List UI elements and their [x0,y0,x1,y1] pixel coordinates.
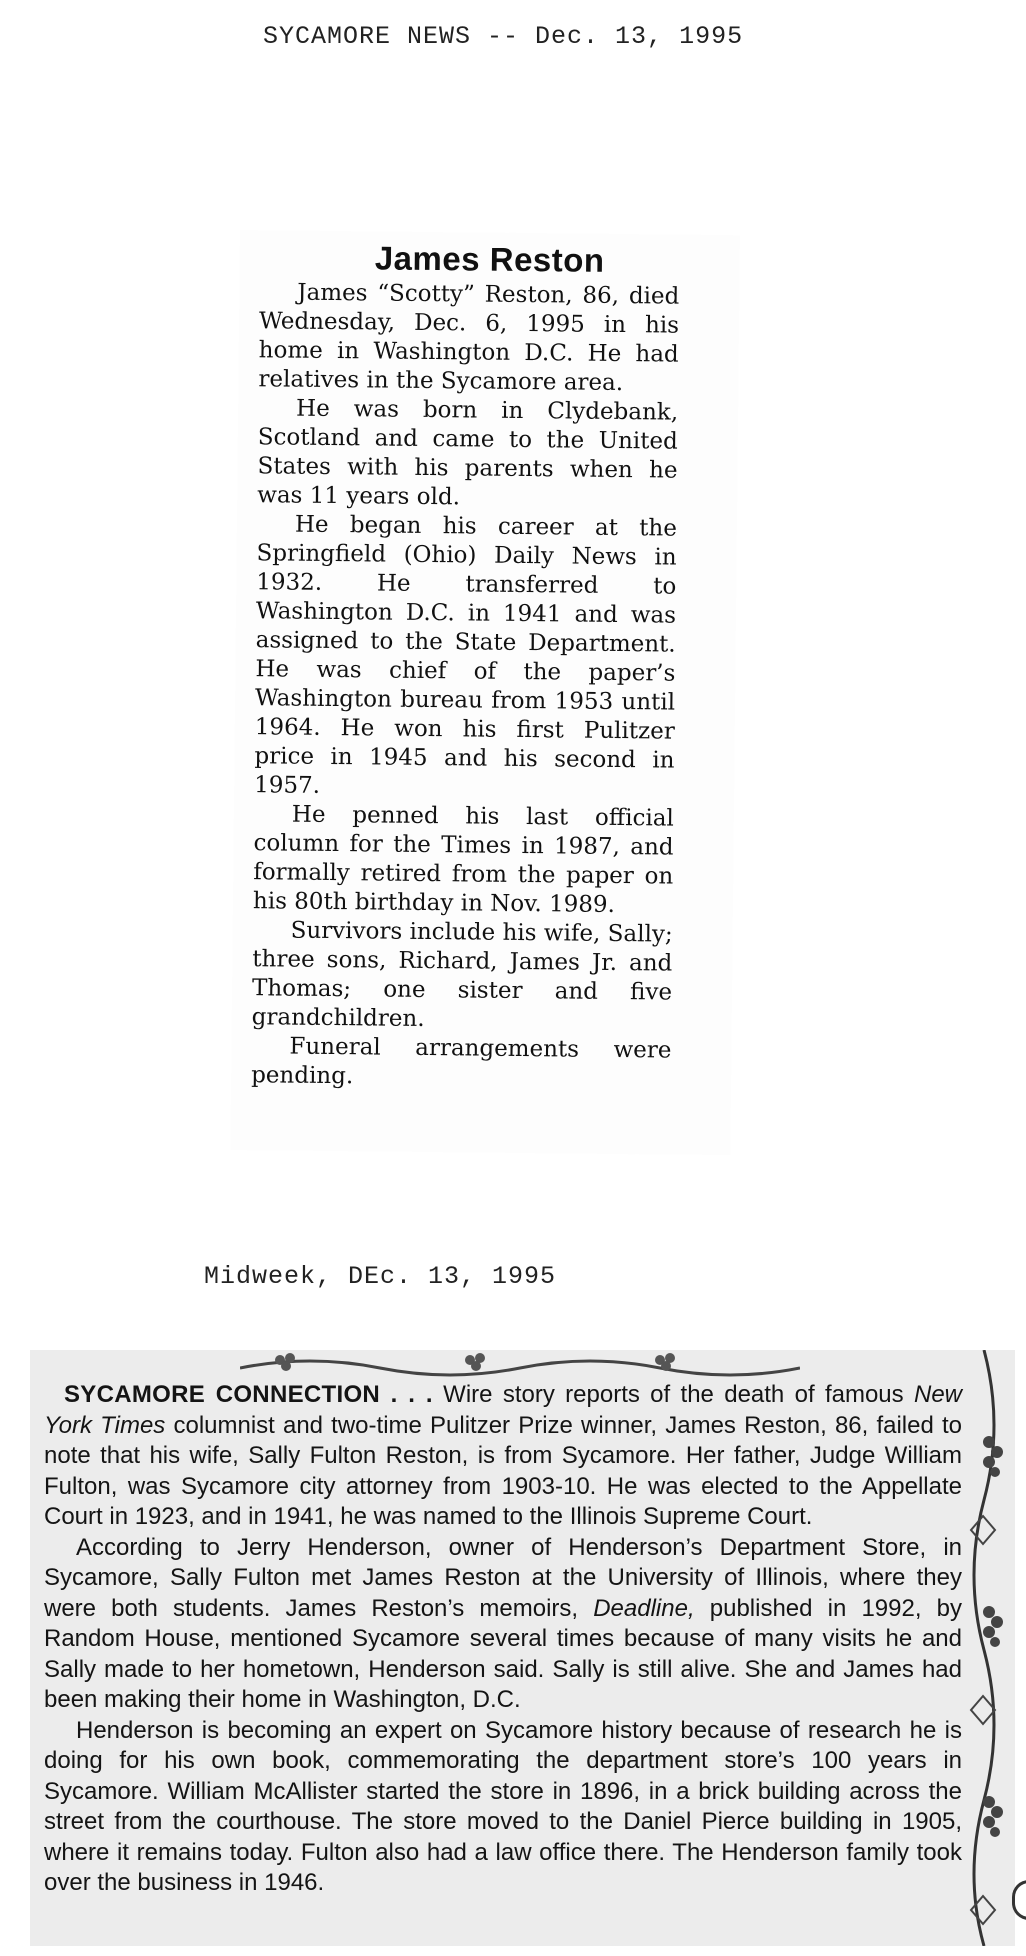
grapevine-border-top-icon [240,1350,800,1378]
midweek-paragraph [44,1533,962,1716]
midweek-kicker: SYCAMORE CONNECTION . . . [64,1381,433,1408]
grapevine-border-right-icon [959,1350,1009,1946]
midweek-date-header: Midweek, DEc. 13, 1995 [204,1262,557,1291]
midweek-text: published in 1992, by Random House, mentioned Sycamore several times because of many visits he and Sally made to her hometown, Henderson said. Sally is still alive. She and James had been making their home in Washington, D.C. [44,1594,962,1713]
obituary-paragraph: He was born in Clydebank, Scotland and came to the United States with his parents when he was 11 years old. [257,395,679,511]
obituary-clipping [230,230,740,1155]
midweek-italic-text: Deadline, [593,1594,695,1622]
midweek-text: columnist and two-time Pulitzer Prize winner, James Reston, 86, failed to note that his wife, Sally Fulton Reston, is from Sycamore. Her father, Judge William Fulton, was Sycamore city attorney from 1903-10. He was elected to the Appellate Court in 1923, and in 1941, he was named to the Illinois Supreme Court. [44,1411,963,1530]
midweek-clipping [30,1350,1015,1946]
midweek-paragraph: Henderson is becoming an expert on Sycamore history because of research he is doing for his own book, commemorating the department store’s 100 years in Sycamore. William McAllister started the store in 1896, in a brick building across the street from the courthouse. The store moved to the Daniel Pierce building in 1905, where it remains today. Fulton also had a law office there. The Henderson family took over the business in 1946. [44,1716,962,1896]
obituary-paragraph: He began his career at the Springfield (Ohio) Daily News in 1932. He transferred to Washington D.C. in 1941 and was assigned to the State Department. He was chief of the paper’s Washington bureau from 1953 until 1964. He won his first Pulitzer price in 1945 and his second in 1957. [254,511,678,799]
midweek-italic-text: New York Times [44,1381,963,1439]
obituary-paragraph: Funeral arrangements were pending. [251,1033,672,1090]
midweek-article-body [44,1380,962,1899]
sycamore-news-date-header: SYCAMORE NEWS -- Dec. 13, 1995 [263,22,744,51]
obituary-title: James Reston [374,239,605,279]
midweek-text: According to Jerry Henderson, owner of Henderson’s Department Store, in Sycamore, Sally Fulton met James Reston at the University of Illinois, where they were both students. James Reston’s memoirs, [44,1533,962,1622]
obituary-body [251,278,679,1094]
midweek-text: Wire story reports of the death of famous [432,1381,914,1408]
obituary-paragraph: Survivors include his wife, Sally; three sons, Richard, James Jr. and Thomas; one sister and five grandchildren. [251,917,673,1032]
obituary-paragraph: He penned his last official column for the Times in 1987, and formally retired from the paper on his 80th birthday in Nov. 1989. [252,801,674,918]
midweek-paragraph [44,1380,962,1533]
obituary-paragraph: James “Scotty” Reston, 86, died Wednesday, Dec. 6, 1995 in his home in Washington D.C. He had relatives in the Sycamore area. [258,279,680,397]
